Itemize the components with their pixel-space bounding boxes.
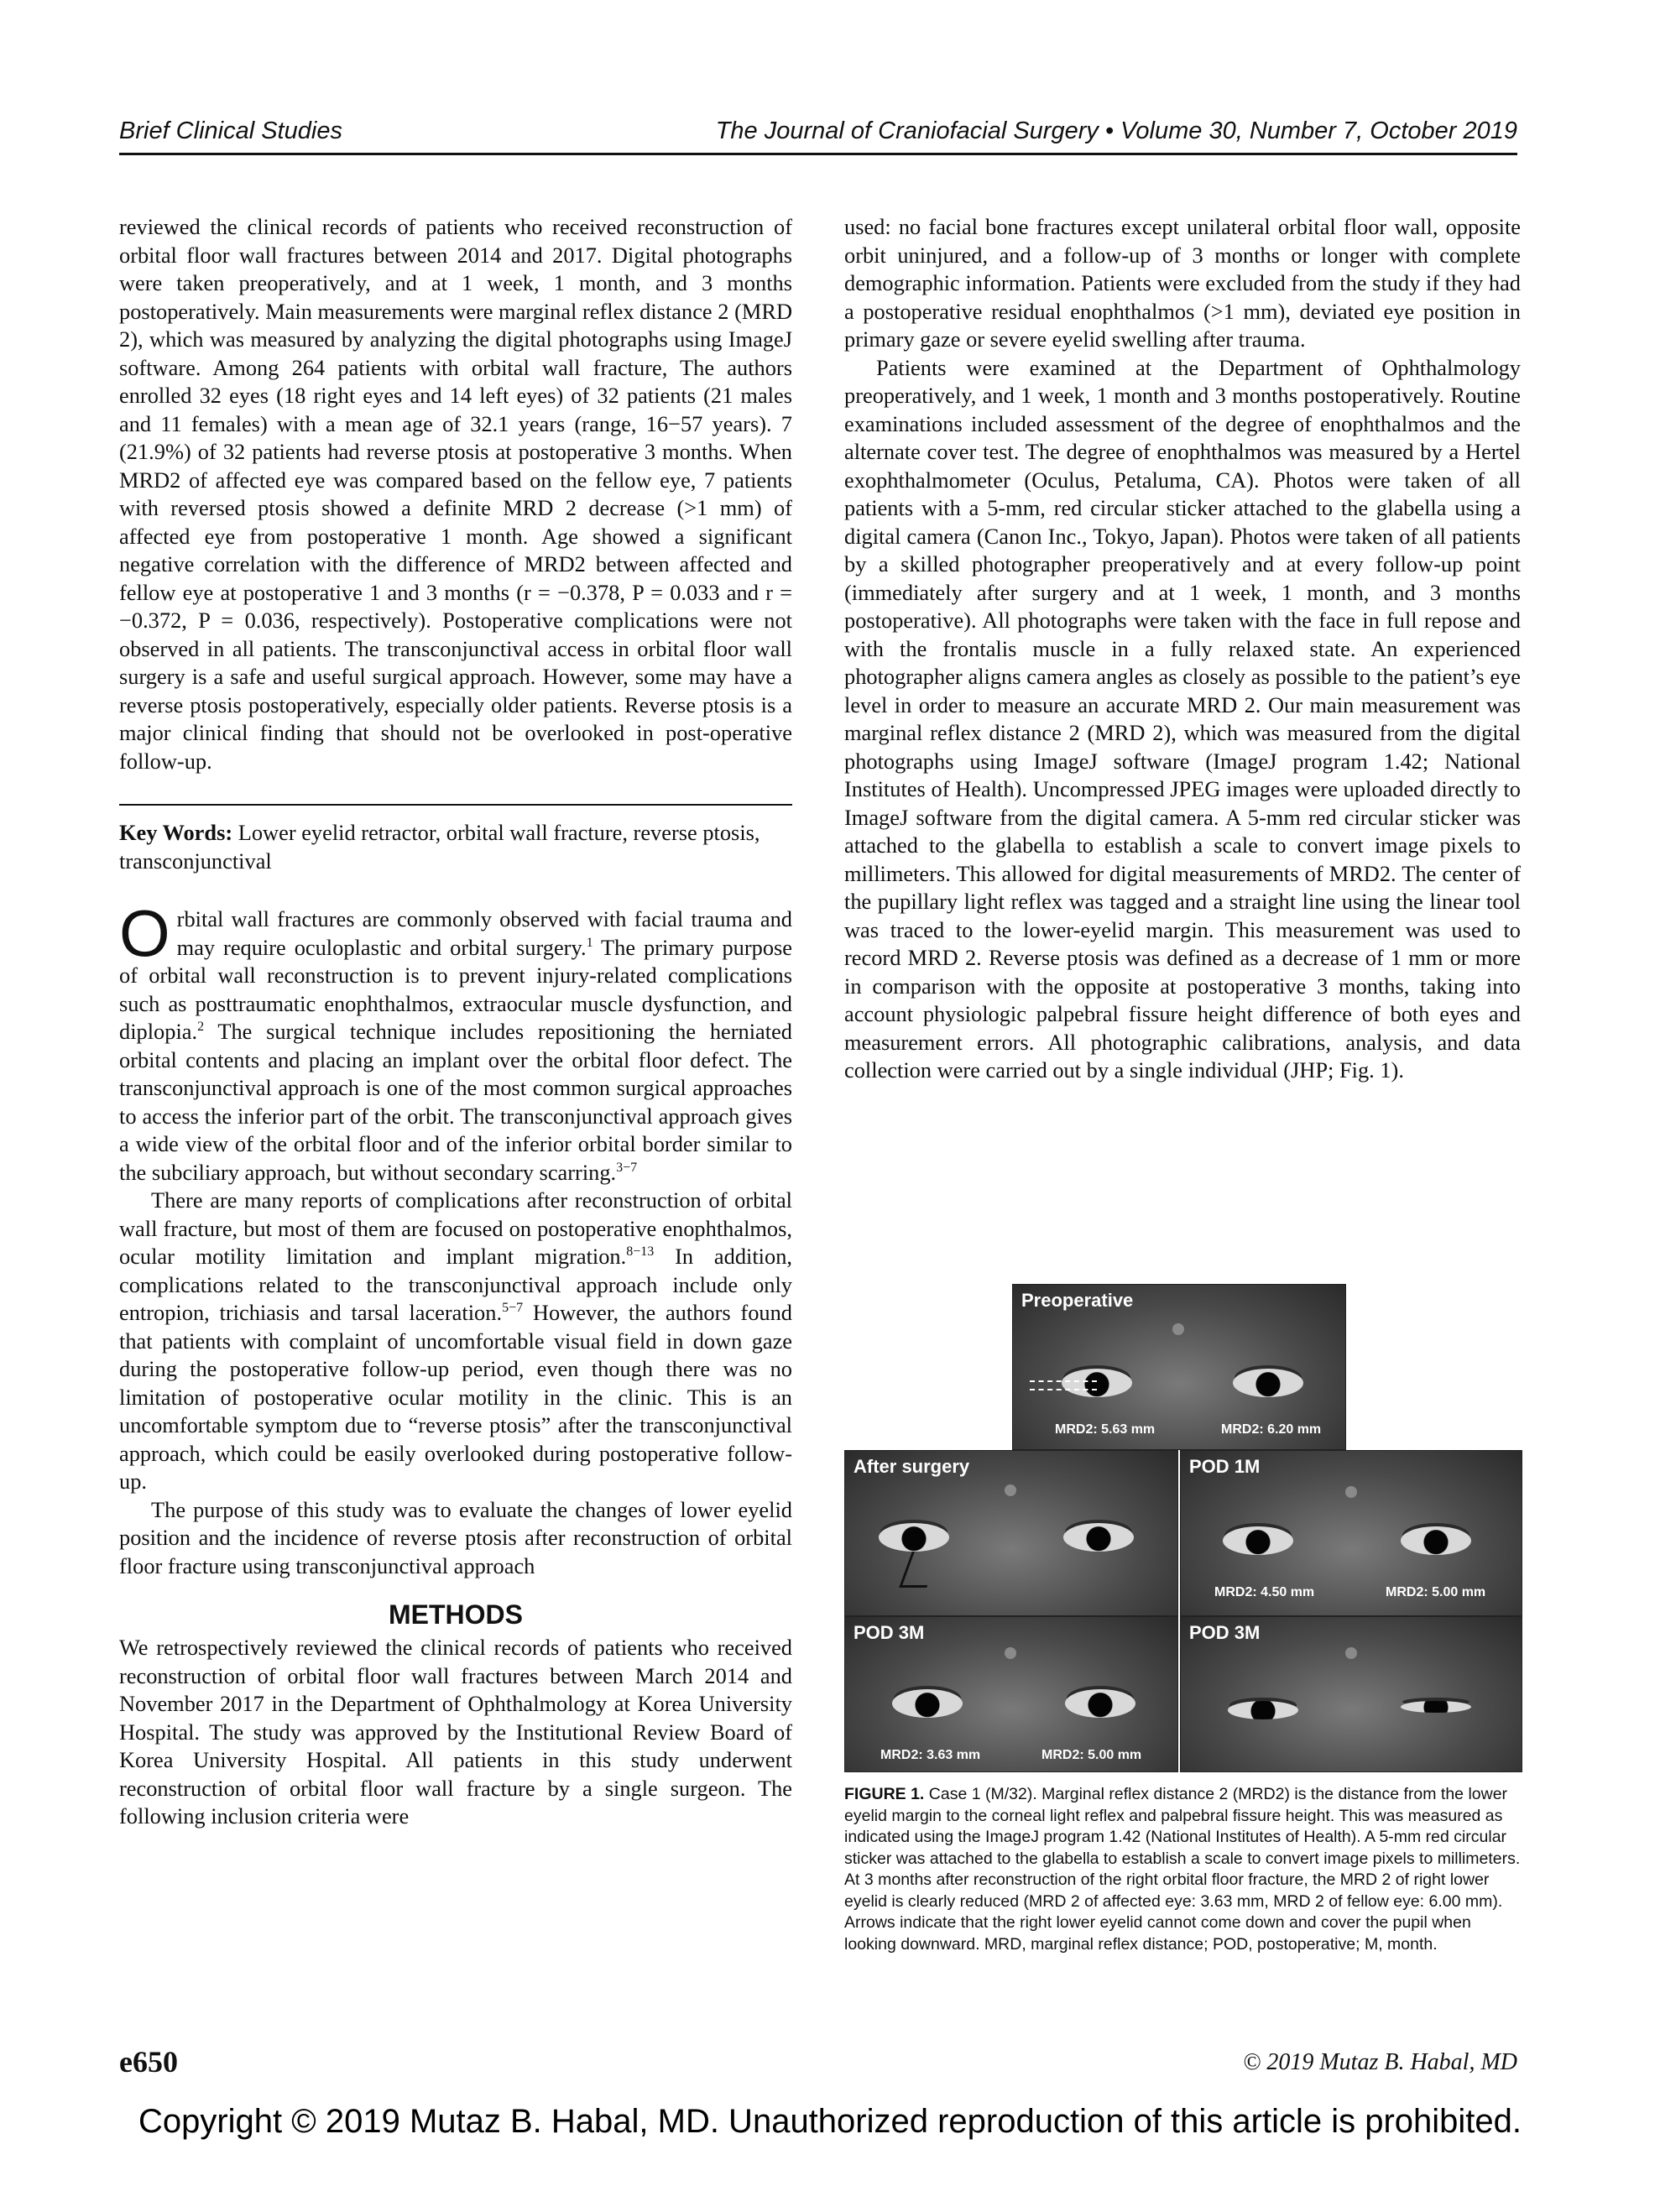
intro-paragraph-3: The purpose of this study was to evaluate the changes of lower eyelid position and the incidence of reverse ptosis after reconstruction of orbital floor fracture using transconjunctival approach [119, 1496, 792, 1578]
footer-copyright: © 2019 Mutaz B. Habal, MD [1243, 2049, 1517, 2075]
reference-marker: 8−13 [626, 1244, 655, 1260]
panel-after-surgery [844, 1450, 1178, 1616]
eye-right [1228, 1701, 1298, 1719]
glabella-sticker [1172, 1323, 1184, 1335]
mrd-value: MRD2: 5.63 mm [1055, 1422, 1156, 1437]
eye-left [1401, 1701, 1471, 1713]
arrow-icon [899, 1552, 940, 1588]
panel-label: POD 3M [1189, 1622, 1261, 1643]
mrd-value: MRD2: 5.00 mm [1386, 1585, 1486, 1599]
methods-paragraph-2: used: no facial bone fractures except unilateral orbital floor wall, opposite orbit uninjured, and a follow-up of 3 months or longer with complete demographic information. Patients were excluded from the study if they had a postoperative residual enophthalmos (>1 mm), deviated eye position in primary gaze or severe eyelid swelling after trauma. [844, 214, 1521, 352]
measurement-line [1030, 1389, 1097, 1390]
page-number: e650 [119, 2045, 178, 2079]
glabella-sticker [1005, 1647, 1016, 1659]
methods-paragraph-3: Patients were examined at the Department of Ophthalmology preoperatively, and 1 week, 1 month and 3 months postoperatively. Routine examinations included assessment of the degree of enophthalmos and the alternate cover test. The degree of enophthalmos was measured by a Hertel exophthalmometer (Oculus, Petaluma, CA). Photos were taken of all patients with a 5-mm, red circular sticker attached to the glabella using a digital camera (Canon Inc., Tokyo, Japan). Photos were taken of all patients by a skilled photographer preoperatively and at every follow-up point (immediately after surgery and at 1 week, 1 month, and 3 months postoperative). All photographs were taken with the face in full repose and with the frontalis muscle in a fully relaxed state. An experienced photographer aligns camera angles as closely as possible to the patient’s eye level in order to measure an accurate MRD 2. Our main measurement was marginal reflex distance 2 (MRD 2), which was measured from the digital photographs using ImageJ software (ImageJ program 1.42; National Institutes of Health). Uncompressed JPEG images were uploaded directly to ImageJ software from the digital camera. A 5-mm red circular sticker was attached to the glabella to establish a scale to convert image pixels to millimeters. This allowed for digital measurements of MRD2. The center of the pupillary light reflex was tagged and a straight line using the linear tool was traced to the lower-eyelid margin. This measurement was used to record MRD 2. Reverse ptosis was defined as a decrease of 1 mm or more in comparison with the opposite at postoperative 3 months, taking into account physiologic palpebral fissure height difference of both eyes and measurement errors. All photographic calibrations, analysis, and data collection were carried out by a single individual (JHP; Fig. 1). [844, 354, 1521, 1083]
panel-label: Preoperative [1021, 1290, 1134, 1311]
keywords-divider [119, 804, 792, 806]
eye-left [1065, 1689, 1135, 1718]
mrd-value: MRD2: 5.00 mm [1041, 1748, 1142, 1762]
left-column [119, 213, 792, 1831]
eye-left [1063, 1523, 1134, 1552]
keywords [119, 819, 792, 875]
intro-text: However, the authors found that patients with complaint of uncomfortable visual field in down gaze during the postoperative follow-up period, even though there was no limitation of postoperative ocular motility in the clinic. This is an uncomfortable symptom due to “reverse ptosis” after the transconjunctival approach, which could be easily overlooked during postoperative follow-up. [119, 1300, 793, 1494]
figure-1 [844, 1284, 1521, 1771]
mrd-value: MRD2: 4.50 mm [1214, 1585, 1315, 1599]
intro-text: The surgical technique includes repositioning the herniated orbital contents and placing an implant over the orbital floor defect. The transconjunctival approach is one of the most common surgical approaches to access the inferior part of the orbit. The transconjunctival approach gives a wide view of the orbital floor and of the inferior orbital border similar to the subciliary approach, but without secondary scarring. [119, 1019, 792, 1185]
keywords-label: Key Words: [119, 820, 233, 845]
panel-label: POD 1M [1189, 1456, 1261, 1477]
panel-pod-3m-downgaze [1180, 1616, 1522, 1772]
reference-marker: 2 [197, 1020, 205, 1035]
keywords-list: Lower eyelid retractor, orbital wall fracture, reverse ptosis, transconjunctival [119, 820, 760, 874]
figure-caption [844, 1784, 1521, 1955]
abstract-text: reviewed the clinical records of patients who received reconstruction of orbital floor wall fractures between 2014 and 2017. Digital photographs were taken preoperatively, and at 1 week, 1 month, and 3 months postoperatively. Main measurements were marginal reflex distance 2 (MRD 2), which was measured by analyzing the digital photographs using ImageJ software. Among 264 patients with orbital wall fracture, The authors enrolled 32 eyes (18 right eyes and 14 left eyes) of 32 patients (21 males and 11 females) with a mean age of 32.1 years (range, 16−57 years). 7 (21.9%) of 32 patients had reverse ptosis at postoperative 3 months. When MRD2 of affected eye was compared based on the fellow eye, 7 patients with reversed ptosis showed a definite MRD 2 decrease (>1 mm) of affected eye from postoperative 1 month. Age showed a significant negative correlation with the difference of MRD2 between affected and fellow eye at postoperative 1 and 3 months (r = −0.378, P = 0.033 and r = −0.372, P = 0.036, respectively). Postoperative complications were not observed in all patients. The transconjunctival access in orbital floor wall surgery is a safe and useful surgical approach. However, some may have a reverse ptosis postoperatively, especially older patients. Reverse ptosis is a major clinical finding that should not be overlooked in post-operative follow-up. [119, 214, 792, 774]
glabella-sticker [1345, 1647, 1357, 1659]
mrd-value: MRD2: 6.20 mm [1221, 1422, 1322, 1437]
methods-paragraph-1: We retrospectively reviewed the clinical records of patients who received reconstruction of orbital floor wall fractures between March 2014 and November 2017 in the Department of Ophthalmology at Korea University Hospital. The study was approved by the Institutional Review Board of Korea University Hospital. All patients in this study underwent reconstruction of orbital floor wall fracture by a single surgeon. The following inclusion criteria were [119, 1635, 792, 1829]
intro-text: In addition, complications related to the transconjunctival approach include only entropion, trichiasis and tarsal laceration. [119, 1244, 792, 1325]
glabella-sticker [1005, 1484, 1016, 1496]
panel-pod-3m-primary [844, 1616, 1178, 1772]
panel-label: After surgery [853, 1456, 970, 1477]
eye-right [892, 1689, 963, 1718]
eye-left [1401, 1526, 1471, 1555]
section-name: Brief Clinical Studies [119, 117, 342, 144]
copyright-banner: Copyright © 2019 Mutaz B. Habal, MD. Unauthorized reproduction of this article is prohibited. [138, 2103, 1522, 2140]
mrd-value: MRD2: 3.63 mm [880, 1748, 981, 1762]
eye-right [879, 1523, 949, 1552]
reference-marker: 1 [586, 935, 593, 950]
caption-label: FIGURE 1. [844, 1785, 925, 1803]
reference-marker: 3−7 [616, 1160, 638, 1175]
eye-right [1062, 1369, 1132, 1397]
running-header [119, 114, 1517, 155]
reference-marker: 5−7 [502, 1301, 524, 1316]
journal-info: The Journal of Craniofacial Surgery • Volume 30, Number 7, October 2019 [715, 117, 1517, 144]
panel-preoperative [1012, 1284, 1346, 1450]
caption-text: Case 1 (M/32). Marginal reflex distance 2 (MRD2) is the distance from the lower eyelid margin to the corneal light reflex and palpebral fissure height. This was measured as indicated using the ImageJ program 1.42 (National Institutes of Health). A 5-mm red circular sticker was attached to the glabella to establish a scale to convert image pixels to millimeters. At 3 months after reconstruction of the right orbital floor fracture, the MRD 2 of right lower eyelid is clearly reduced (MRD 2 of affected eye: 3.63 mm, MRD 2 of fellow eye: 6.00 mm). Arrows indicate that the right lower eyelid cannot come down and cover the pupil when looking downward. MRD, marginal reflex distance; POD, postoperative; M, month. [844, 1785, 1521, 1954]
intro-text: There are many reports of complications after reconstruction of orbital wall fracture, but most of them are focused on postoperative enophthalmos, ocular motility limitation and implant migration. [119, 1187, 792, 1269]
measurement-line [1030, 1380, 1097, 1382]
intro-text: rbital wall fractures are commonly observed with facial trauma and may require oculoplastic and orbital surgery. [176, 906, 792, 960]
methods-heading: METHODS [389, 1599, 523, 1630]
intro-text: The primary purpose of orbital wall reconstruction is to prevent injury-related complications such as posttraumatic enophthalmos, extraocular muscle dysfunction, and diplopia. [119, 934, 792, 1044]
panel-pod-1m [1180, 1450, 1522, 1616]
intro-paragraph-1 [119, 896, 792, 1187]
right-column [844, 213, 1521, 1085]
eye-left [1233, 1369, 1303, 1397]
drop-cap: O [119, 896, 170, 970]
intro-paragraph-2 [119, 1187, 792, 1496]
eye-right [1223, 1526, 1293, 1555]
glabella-sticker [1345, 1486, 1357, 1498]
panel-label: POD 3M [853, 1622, 925, 1643]
